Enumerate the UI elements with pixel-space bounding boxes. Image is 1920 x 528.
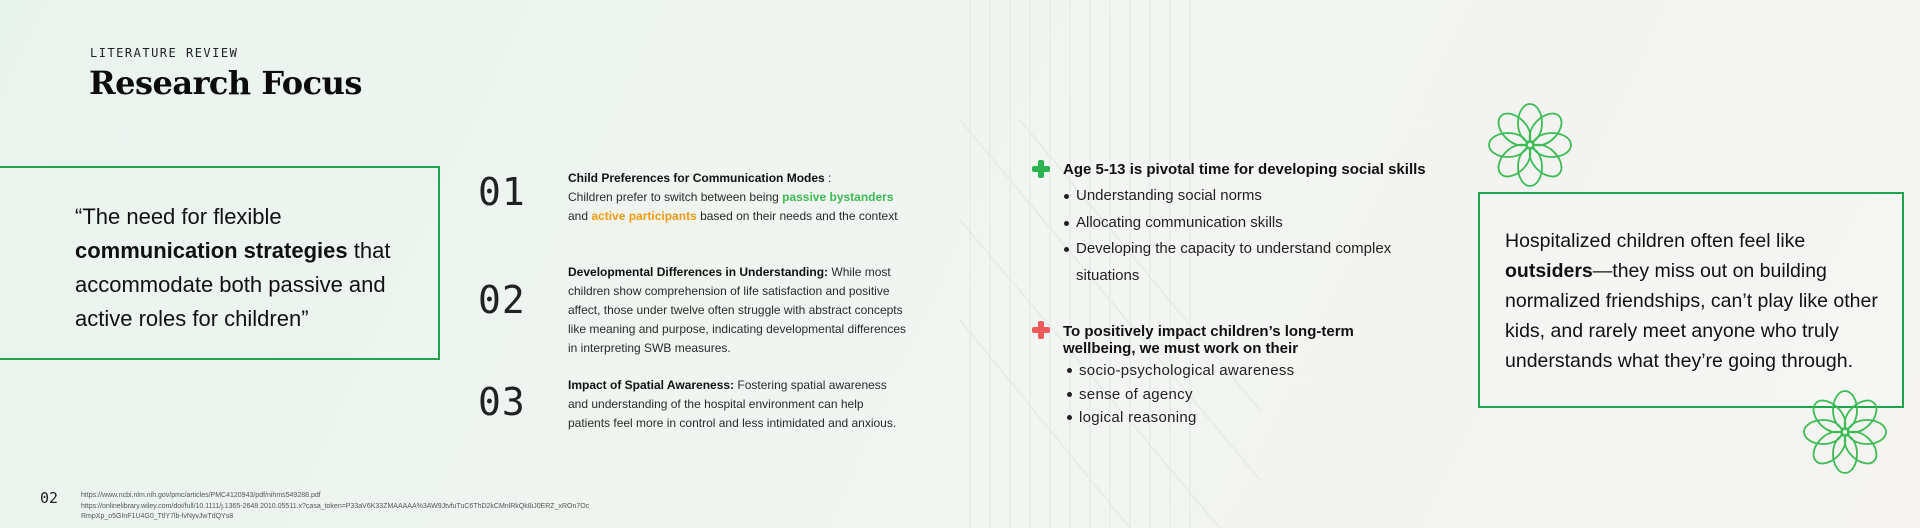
callout-bold: outsiders [1505,260,1593,282]
finding-text-2: While most children show comprehension of life satisfaction and positive affect, those under twelve often struggle with abstract concepts like meaning and purpose, indicating developmental differences in interpreting SWB measures. [568,265,906,355]
finding-number-3: 03 [478,380,526,424]
quote-open: “The need for flexible [75,204,282,229]
reference-link-2-cont[interactable]: RmpXp_o5GInF1U4G0_TtlY7lb-lvNyvJwTdQYs8 [81,513,234,520]
list-item: Allocating communication skills [1063,210,1423,237]
finding-number-1: 01 [478,170,526,214]
finding-sep-1: : [824,171,832,185]
finding-number-2: 02 [478,278,526,322]
list-item: logical reasoning [1066,406,1366,430]
page-number: 02 [40,489,59,507]
highlight-passive-bystanders: passive bystanders [782,190,894,204]
list-item: Developing the capacity to understand complex situations [1063,236,1423,289]
reference-link-2[interactable]: https://onlinelibrary.wiley.com/doi/full/10.1111/j.1365-2648.2010.05511.x?casa_token=P33aV6K33ZMAAAAA%3AW9JtvfuTuC6ThD2kCMnlRkQk8iJ0ERZ_xROn7Oc [81,502,590,510]
wellbeing-list [1066,359,1366,430]
highlight-active-participants: active participants [591,209,697,223]
finding-heading-3: Impact of Spatial Awareness: [568,378,735,392]
finding-text-1b: and [568,209,592,223]
callout-text [1505,226,1885,376]
social-skills-list [1063,183,1423,289]
reference-link-1[interactable]: https://www.ncbi.nlm.nih.gov/pmc/articles/PMC4120943/pdf/nihms549288.pdf [81,492,321,499]
list-item: socio-psychological awareness [1066,359,1366,383]
list-item: Understanding social norms [1063,183,1423,210]
finding-text-1c: based on their needs and the context [696,209,898,223]
finding-item-2 [568,263,908,358]
finding-heading-1: Child Preferences for Communication Modes [568,171,825,185]
page-title: Research Focus [89,64,362,102]
flower-outline-icon [1800,387,1890,477]
finding-item-3 [568,376,908,433]
finding-text-1a: Children prefer to switch between being [568,190,783,204]
callout-before: Hospitalized children often feel like [1505,230,1806,252]
finding-item-1 [568,169,908,226]
eyebrow-label: LITERATURE REVIEW [90,46,239,60]
callout-after: —they miss out on building normalized friendships, can’t play like other kids, and rarely meet anyone who truly understands what they’re going through. [1505,260,1878,372]
quote-bold: communication strategies [75,238,348,263]
section-heading-wellbeing: To positively impact children’s long-term wellbeing, we must work on their [1063,323,1354,357]
list-item: sense of agency [1066,383,1366,407]
finding-text-3: Fostering spatial awareness and understanding of the hospital environment can help patients feel more in control and less intimidated and anxious. [568,378,897,430]
quote-text [75,200,415,336]
green-plus-icon [1032,160,1050,178]
flower-outline-icon [1485,100,1575,190]
quote-rest: that accommodate both passive and active roles for children” [75,238,391,331]
section-heading-social-skills: Age 5-13 is pivotal time for developing social skills [1063,161,1426,178]
red-plus-icon [1032,321,1050,339]
references [81,491,641,523]
finding-heading-2: Developmental Differences in Understanding: [568,265,829,279]
